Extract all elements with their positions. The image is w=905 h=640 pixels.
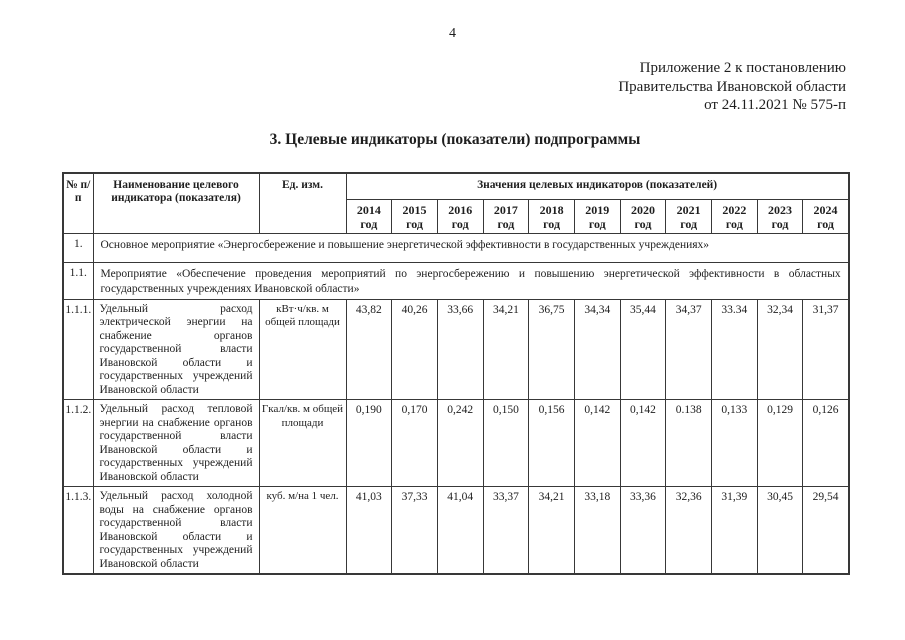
value-cell-2024: 31,37 [803, 299, 849, 400]
value-cell-2019: 34,34 [574, 299, 620, 400]
value-cell-2017: 0,150 [483, 400, 529, 487]
header-year-2023: 2023 год [757, 199, 803, 233]
value-cell-2015: 40,26 [392, 299, 438, 400]
page-number: 4 [449, 26, 456, 41]
appendix-line-2: Правительства Ивановской области [618, 78, 846, 95]
value-cell-2014: 43,82 [346, 299, 392, 400]
header-year-2018: 2018 год [529, 199, 575, 233]
header-row-top [63, 173, 849, 199]
value-cell-2014: 41,03 [346, 487, 392, 575]
value-cell-2020: 0,142 [620, 400, 666, 487]
header-unit: Ед. изм. [259, 173, 346, 233]
header-indicator-name: Наименование целевого индикатора (показателя) [93, 173, 259, 233]
value-cell-2022: 31,39 [712, 487, 758, 575]
value-cell-2020: 35,44 [620, 299, 666, 400]
row-number-cell: 1.1.2. [63, 400, 93, 487]
header-year-2015: 2015 год [392, 199, 438, 233]
unit-cell: кВт·ч/кв. м общей площади [259, 299, 346, 400]
header-year-2019: 2019 год [574, 199, 620, 233]
header-year-2017: 2017 год [483, 199, 529, 233]
value-cell-2023: 30,45 [757, 487, 803, 575]
value-cell-2016: 0,242 [437, 400, 483, 487]
table-row-group [63, 262, 849, 299]
header-values-group: Значения целевых индикаторов (показателей) [346, 173, 849, 199]
header-num: № п/п [63, 173, 93, 233]
row-number-cell: 1.1.1. [63, 299, 93, 400]
table-row-indicator [63, 400, 849, 487]
group-title-cell: Основное мероприятие «Энергосбережение и повышение энергетической эффективности в государственных учреждениях» [93, 233, 849, 262]
section-title: 3. Целевые индикаторы (показатели) подпрограммы [269, 131, 641, 148]
value-cell-2021: 32,36 [666, 487, 712, 575]
value-cell-2023: 0,129 [757, 400, 803, 487]
unit-cell: Гкал/кв. м общей площади [259, 400, 346, 487]
value-cell-2017: 34,21 [483, 299, 529, 400]
table-row-indicator [63, 487, 849, 575]
value-cell-2019: 0,142 [574, 400, 620, 487]
table-row-group [63, 233, 849, 262]
value-cell-2014: 0,190 [346, 400, 392, 487]
value-cell-2015: 0,170 [392, 400, 438, 487]
indicators-table [62, 172, 850, 575]
value-cell-2021: 0.138 [666, 400, 712, 487]
value-cell-2023: 32,34 [757, 299, 803, 400]
value-cell-2018: 34,21 [529, 487, 575, 575]
header-year-2020: 2020 год [620, 199, 666, 233]
value-cell-2022: 33.34 [712, 299, 758, 400]
header-year-2024: 2024 год [803, 199, 849, 233]
appendix-line-3: от 24.11.2021 № 575-п [704, 97, 846, 113]
indicator-name-cell: Удельный расход холодной воды на снабжение органов государственной власти Ивановской области и государственных учреждений Ивановской области [93, 487, 259, 575]
value-cell-2020: 33,36 [620, 487, 666, 575]
group-title-cell: Мероприятие «Обеспечение проведения мероприятий по энергосбережению и повышению энергетической эффективности в областных государственных учреждениях Ивановской области» [93, 262, 849, 299]
header-year-2014: 2014 год [346, 199, 392, 233]
value-cell-2016: 33,66 [437, 299, 483, 400]
header-year-2021: 2021 год [666, 199, 712, 233]
header-year-2022: 2022 год [712, 199, 758, 233]
table-row-indicator [63, 299, 849, 400]
header-year-2016: 2016 год [437, 199, 483, 233]
indicator-name-cell: Удельный расход электрической энергии на снабжение органов государственной власти Ивановской области и государственных учреждений Ивановской области [93, 299, 259, 400]
value-cell-2015: 37,33 [392, 487, 438, 575]
row-number-cell: 1. [63, 233, 93, 262]
appendix-line-1: Приложение 2 к постановлению [639, 60, 846, 76]
row-number-cell: 1.1.3. [63, 487, 93, 575]
row-number-cell: 1.1. [63, 262, 93, 299]
value-cell-2021: 34,37 [666, 299, 712, 400]
unit-cell: куб. м/на 1 чел. [259, 487, 346, 575]
value-cell-2024: 0,126 [803, 400, 849, 487]
appendix-reference [618, 59, 846, 115]
table-header [63, 173, 849, 233]
table-body [63, 233, 849, 574]
value-cell-2019: 33,18 [574, 487, 620, 575]
value-cell-2017: 33,37 [483, 487, 529, 575]
value-cell-2018: 0,156 [529, 400, 575, 487]
value-cell-2022: 0,133 [712, 400, 758, 487]
value-cell-2024: 29,54 [803, 487, 849, 575]
value-cell-2016: 41,04 [437, 487, 483, 575]
value-cell-2018: 36,75 [529, 299, 575, 400]
indicator-name-cell: Удельный расход тепловой энергии на снабжение органов государственной власти Ивановской области и государственных учреждений Ивановской области [93, 400, 259, 487]
